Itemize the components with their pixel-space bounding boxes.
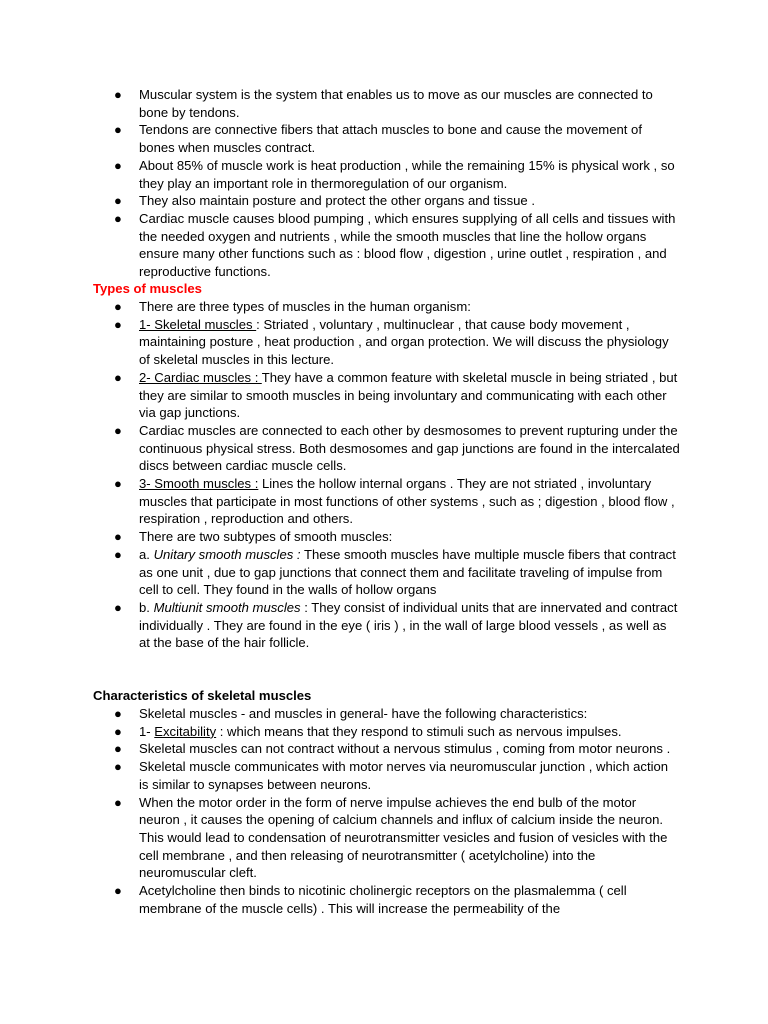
list-item: ● Cardiac muscle causes blood pumping , which ensures supplying of all cells and tissues with the needed oxygen and nutrients , while the smooth muscles that line the hollow organs ensure many other functions such as : blood flow , digestion , urine outlet , respiration , and reproductive functions.: [114, 210, 676, 280]
list-item: ● 2- Cardiac muscles : They have a common feature with skeletal muscle in being striated , but they are similar to smooth muscles in being involuntary and communicating with each other via gap junctions.: [114, 369, 678, 421]
list-item: ● Acetylcholine then binds to nicotinic cholinergic receptors on the plasmalemma ( cell membrane of the muscle cells) . This will increase the permeability of the: [114, 883, 627, 916]
smooth-label: 3- Smooth muscles :: [139, 476, 259, 492]
list-item: ● They also maintain posture and protect the other organs and tissue .: [114, 193, 535, 209]
intro-list: [0, 86, 768, 281]
bullet-icon: ●: [114, 741, 122, 757]
unitary-label: Unitary smooth muscles :: [153, 546, 301, 562]
characteristics-list: [0, 705, 768, 917]
list-item: ● a. Unitary smooth muscles : These smooth muscles have multiple muscle fibers that contract as one unit , due to gap junctions that connect them and facilitate traveling of impulse from cell to cell. They found in the walls of hollow organs: [114, 546, 676, 598]
bullet-icon: ●: [114, 122, 122, 138]
bullet-icon: ●: [114, 723, 122, 739]
types-list: [0, 298, 768, 652]
characteristics-heading: Characteristics of skeletal muscles: [93, 688, 312, 703]
skeletal-label: 1- Skeletal muscles: [139, 316, 257, 332]
bullet-icon: ●: [114, 157, 122, 173]
list-item: ● Muscular system is the system that enables us to move as our muscles are connected to bone by tendons.: [114, 87, 653, 120]
bullet-icon: ●: [114, 193, 122, 209]
cardiac-label: 2- Cardiac muscles :: [139, 369, 262, 385]
list-item: ● When the motor order in the form of nerve impulse achieves the end bulb of the motor neuron , it causes the opening of calcium channels and influx of calcium inside the neuron. This would lead to condensation of neurotransmitter vesicles and fusion of vesicles with the cell membrane , and then releasing of neurotransmitter ( acetylcholine) into the neuromuscular cleft.: [114, 794, 668, 881]
list-item: ● Tendons are connective fibers that attach muscles to bone and cause the movement of bones when muscles contract.: [114, 122, 642, 156]
bullet-icon: ●: [114, 210, 122, 226]
list-item: ● There are three types of muscles in the human organism:: [114, 299, 471, 314]
list-item: ● b. Multiunit smooth muscles : They consist of individual units that are innervated and contract individually . They are found in the eye ( iris ) , in the wall of large blood vessels , as well as at the base of the hair follicle.: [114, 599, 678, 651]
bullet-icon: ●: [114, 369, 122, 385]
list-item: ● Cardiac muscles are connected to each other by desmosomes to prevent rupturing under the continuous physical stress. Both desmosomes and gap junctions are found in the intercalated discs between cardiac muscle cells.: [114, 422, 680, 474]
excitability-label: Excitability: [154, 723, 217, 739]
bullet-icon: ●: [114, 316, 122, 332]
bullet-icon: ●: [114, 706, 122, 721]
list-item: ● 1- Excitability : which means that they respond to stimuli such as nervous impulses.: [114, 723, 622, 739]
bullet-icon: ●: [114, 599, 122, 615]
bullet-icon: ●: [114, 883, 122, 899]
bullet-icon: ●: [114, 529, 122, 545]
list-item: ● 3- Smooth muscles : Lines the hollow internal organs . They are not striated , involuntary muscles that participate in most functions of other systems , such as ; digestion , blood flow , respiration , reproduction and others.: [114, 476, 675, 527]
list-item: ● Skeletal muscles - and muscles in general- have the following characteristics:: [114, 706, 588, 721]
list-item: ● Skeletal muscles can not contract without a nervous stimulus , coming from motor neurons .: [114, 741, 671, 757]
list-item: ● There are two subtypes of smooth muscles:: [114, 529, 393, 545]
list-item: ● Skeletal muscle communicates with motor nerves via neuromuscular junction , which action is similar to synapses between neurons.: [114, 759, 669, 792]
bullet-icon: ●: [114, 299, 122, 314]
bullet-icon: ●: [114, 87, 122, 102]
bullet-icon: ●: [114, 794, 122, 810]
list-item: ● 1- Skeletal muscles : Striated , voluntary , multinuclear , that cause body movement , maintaining posture , heat production , and organ protection. We will discuss the physiology of skeletal muscles in this lecture.: [114, 316, 669, 368]
list-item: ● About 85% of muscle work is heat production , while the remaining 15% is physical work , so they play an important role in thermoregulation of our organism.: [114, 157, 675, 191]
types-heading: Types of muscles: [93, 281, 202, 296]
bullet-icon: ●: [114, 546, 122, 562]
bullet-icon: ●: [114, 759, 122, 775]
bullet-icon: ●: [114, 422, 122, 438]
multiunit-label: Multiunit smooth muscles: [153, 599, 301, 615]
bullet-icon: ●: [114, 476, 122, 492]
